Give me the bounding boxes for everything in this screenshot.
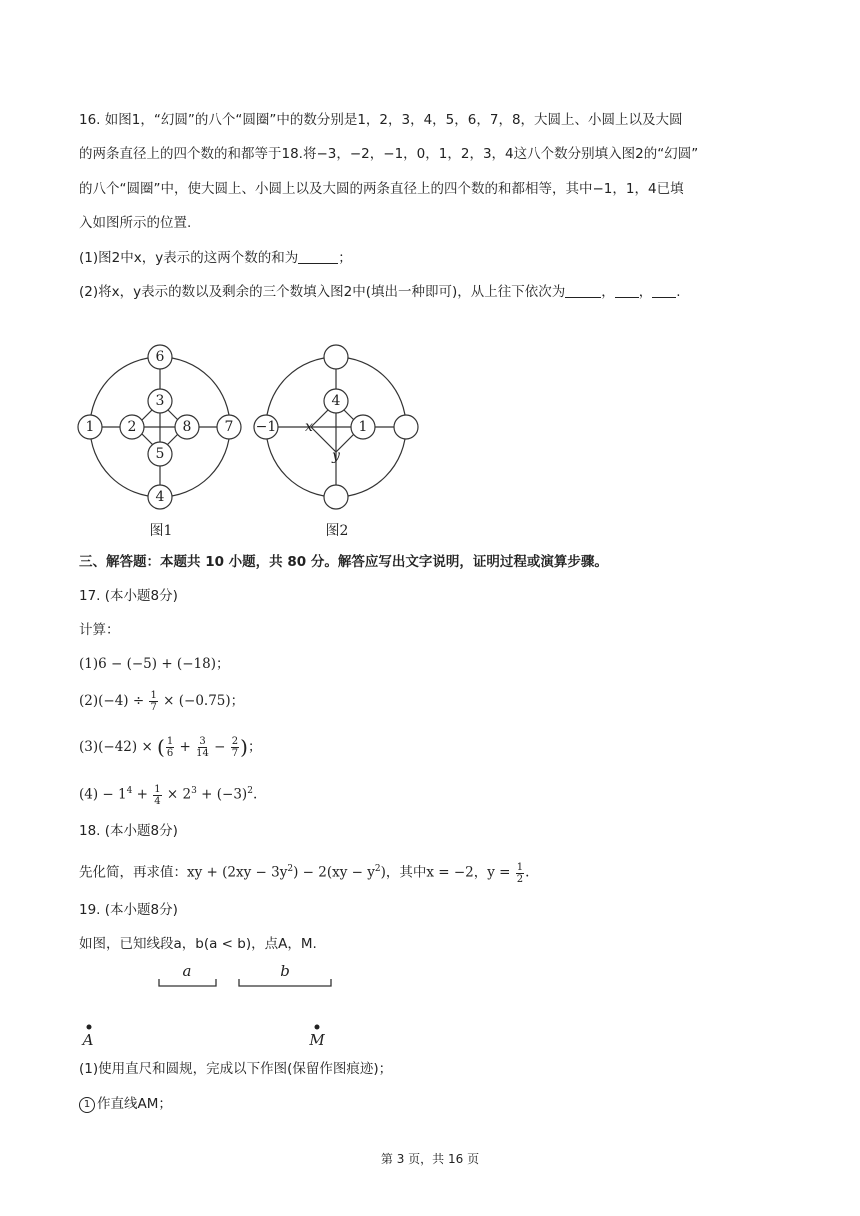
point-m-label: M [309, 1031, 325, 1049]
q17-part3-a: (3)(−42) × [79, 739, 153, 755]
step-number: 1 [79, 1097, 95, 1113]
fig1-caption: 图1 [149, 523, 173, 539]
q17-part3: (3)(−42) × ( $\frac{1}{6}$ + $\frac{3}{14}$ − $\frac{2}{7}$ )； [79, 735, 262, 759]
segment-a [159, 979, 216, 986]
fraction [516, 862, 524, 885]
denominator: 14 [196, 748, 209, 759]
q17-header: 17. (本小题8分) [79, 588, 178, 604]
q18-text [79, 860, 529, 885]
point-a [87, 1025, 92, 1030]
q16-part2-end: . [676, 284, 681, 300]
page-footer: 第 3 页，共 16 页 [380, 1152, 480, 1166]
q19-step1 [79, 1095, 172, 1113]
q16-part1-end: ； [338, 250, 352, 266]
denominator: 2 [516, 873, 524, 885]
exponent: 2 [374, 864, 381, 874]
answer-blank-2[interactable] [615, 283, 639, 298]
section-heading: 三、解答题：本题共 10 小题，共 80 分。解答应写出文字说明，证明过程或演算步骤。 [79, 554, 608, 570]
numerator: 2 [231, 736, 239, 747]
q17-part2-a: (2)(−4) ÷ [79, 693, 145, 709]
q17-part4 [79, 782, 257, 807]
q19-header: 19. (本小题8分) [79, 902, 178, 918]
exponent: 3 [191, 786, 197, 796]
segment-b-label: b [280, 962, 290, 980]
figure-2 [266, 357, 406, 497]
fig2-node-top [324, 345, 348, 369]
q16-part1 [79, 249, 352, 267]
fig1-label-inner-right: 8 [182, 419, 192, 435]
q16-line3: 的八个“圆圈”中，使大圆上、小圆上以及大圆的两条直径上的四个数的和都相等，其中−1，1，4已填 [79, 181, 684, 197]
answer-blank[interactable] [298, 249, 338, 264]
q17-part4-d: + (−3) [196, 786, 248, 803]
denominator: 6 [166, 748, 174, 759]
numerator: 1 [154, 783, 161, 795]
fig2-node-right [394, 415, 418, 439]
q18-header: 18. (本小题8分) [79, 823, 178, 839]
q17-part2-b: × (−0.75)； [163, 693, 245, 709]
fraction [153, 784, 161, 807]
fig2-caption: 图2 [325, 523, 349, 539]
q17-part4-end: . [252, 786, 258, 803]
q16-line2: 的两条直径上的四个数的和都等于18.将−3，−2，−1，0，1，2，3，4这八个数分别填入图2的“幻圆” [79, 146, 699, 162]
point-a-label: A [82, 1031, 94, 1049]
q17-part3-end: ； [247, 739, 262, 755]
q16-part2-text: (2)将x，y表示的数以及剩余的三个数填入图2中(填出一种即可)，从上往下依次为 [79, 284, 566, 300]
figure-1 [90, 357, 230, 497]
q18-text-b: ) − 2(xy − y [293, 864, 375, 881]
fig2-label-inner-right: 1 [358, 419, 368, 435]
segments-figure [70, 955, 370, 1050]
fig2-label-inner-left: x [305, 419, 313, 435]
answer-blank-1[interactable] [565, 283, 601, 298]
q16-line4: 入如图所示的位置. [79, 215, 192, 231]
q18-text-c: )，其中x = −2，y = [380, 864, 511, 881]
numerator: 1 [166, 736, 174, 747]
point-m [315, 1025, 320, 1030]
answer-blank-3[interactable] [652, 283, 676, 298]
numerator: 3 [199, 736, 206, 747]
q19-part1: (1)使用直尺和圆规，完成以下作图(保留作图痕迹)； [79, 1061, 393, 1077]
q17-part4-c: × 2 [166, 786, 192, 803]
fig2-label-left: −1 [255, 419, 277, 435]
magic-circle-figures [70, 335, 440, 545]
fig1-label-right: 7 [224, 419, 234, 435]
q19-intro: 如图，已知线段a，b(a < b)，点A，M. [79, 936, 317, 952]
fig2-label-inner-top: 4 [331, 393, 341, 409]
q17-part4-a: (4) − 1 [79, 786, 127, 803]
q18-text-a: 先化简，再求值：xy + (2xy − 3y [79, 864, 288, 881]
q16-part1-text: (1)图2中x，y表示的这两个数的和为 [79, 250, 299, 266]
q17-part4-b: + [132, 786, 148, 803]
numerator: 1 [516, 861, 524, 873]
fig2-label-inner-bottom: y [332, 448, 340, 464]
exponent: 2 [287, 864, 294, 874]
fraction [231, 736, 239, 759]
segment-a-label: a [182, 962, 192, 980]
fig1-label-bottom: 4 [155, 489, 165, 505]
fraction [149, 690, 157, 713]
q17-intro: 计算： [79, 622, 120, 638]
fraction [166, 736, 174, 759]
exponent: 4 [126, 786, 133, 796]
q19-step1-text: 作直线AM； [97, 1096, 172, 1112]
numerator: 1 [150, 690, 157, 701]
separator: ， [601, 284, 615, 300]
separator: ， [638, 284, 653, 300]
fig1-label-left: 1 [85, 419, 95, 435]
fig1-label-inner-bottom: 5 [155, 446, 165, 462]
q16-part2 [79, 283, 681, 301]
q18-end: . [525, 864, 530, 881]
fig1-label-inner-left: 2 [127, 419, 137, 435]
denominator: 7 [231, 748, 239, 759]
fraction [196, 736, 209, 759]
exponent: 2 [247, 786, 253, 796]
fig2-node-bottom [324, 485, 348, 509]
fig1-label-inner-top: 3 [155, 393, 165, 409]
q16-line1: 16. 如图1，“幻圆”的八个“圆圈”中的数分别是1，2，3，4，5，6，7，8，大圆上、小圆上以及大圆 [79, 112, 683, 128]
segment-b [239, 979, 331, 986]
denominator: 4 [154, 795, 161, 807]
denominator: 7 [150, 702, 157, 713]
fig1-label-top: 6 [155, 349, 165, 365]
q17-part2 [79, 690, 244, 713]
q17-part1: (1)6 − (−5) + (−18)； [79, 656, 230, 672]
